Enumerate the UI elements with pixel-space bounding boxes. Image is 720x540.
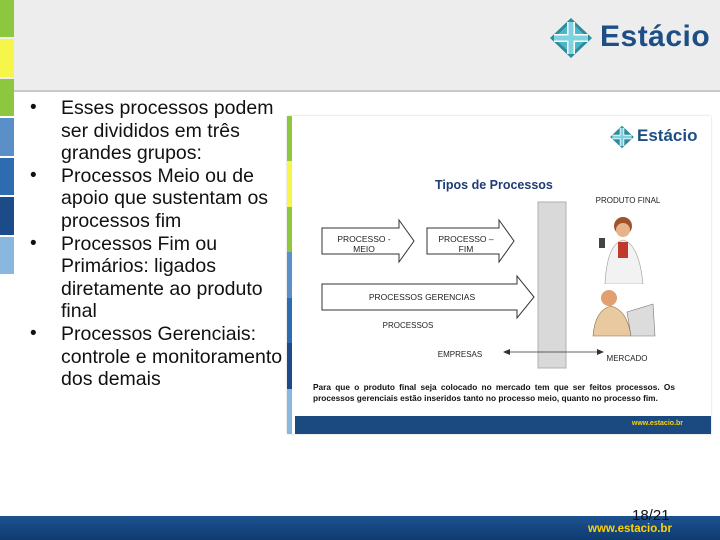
embedded-footer-url: www.estacio.br (631, 420, 683, 427)
header-divider (0, 90, 720, 92)
bullet-text: Esses processos podem ser divididos em três grandes grupos: (61, 97, 274, 165)
worker-figure-icon (587, 284, 659, 340)
side-strip-segment (0, 0, 14, 37)
logo-text: Estácio (600, 20, 711, 53)
bullet-list (30, 97, 292, 391)
bullet-item (30, 323, 292, 391)
embedded-logo-text: Estácio (637, 126, 698, 145)
bullet-text: Processos Meio ou de apoio que sustentam os processos fim (61, 164, 269, 232)
diagram-caption: Para que o produto final seja colocado no mercado tem que ser feitos processos. Os processos gerenciais estão inseridos tanto no processo meio, quanto no processo fim. (313, 382, 675, 403)
estacio-logo (548, 16, 711, 60)
process-diagram (287, 116, 711, 416)
side-strip-segment (0, 237, 14, 274)
label-empresas: EMPRESAS (437, 350, 483, 359)
bullet-text: Processos Gerenciais: controle e monitoramento dos demais (61, 322, 283, 391)
side-strip-segment (0, 39, 14, 76)
side-strip-segment (0, 118, 14, 155)
bullet-text: Processos Fim ou Primários: ligados diretamente ao produto final (61, 232, 263, 323)
diagram-title: Tipos de Processos (435, 178, 553, 192)
side-strip-segment (0, 158, 14, 195)
label-processos: PROCESSOS (382, 321, 434, 330)
side-strip-segment (0, 197, 14, 234)
label-processos-gerencias: PROCESSOS GERENCIAS (368, 292, 476, 302)
bullet-symbol: • (30, 97, 37, 118)
logo-globe-icon (548, 16, 594, 60)
embedded-slide-image (287, 116, 711, 434)
side-strip-segment (0, 79, 14, 116)
page-number: 18/21 (632, 507, 670, 524)
bullet-symbol: • (30, 164, 37, 186)
bullet-item (30, 165, 292, 233)
embedded-footer-bar (295, 416, 711, 434)
bullet-item (30, 97, 292, 165)
doctor-figure-icon (595, 212, 655, 284)
bullet-item (30, 233, 292, 323)
label-mercado: MERCADO (606, 354, 648, 363)
label-processo-fim: PROCESSO – FIM (438, 234, 494, 254)
central-column (538, 202, 566, 368)
bullet-symbol: • (30, 232, 37, 254)
label-produto-final: PRODUTO FINAL (595, 196, 661, 205)
bullet-symbol: • (30, 322, 37, 344)
label-processo-meio: PROCESSO - MEIO (337, 234, 391, 254)
footer-url: www.estacio.br (588, 523, 672, 535)
